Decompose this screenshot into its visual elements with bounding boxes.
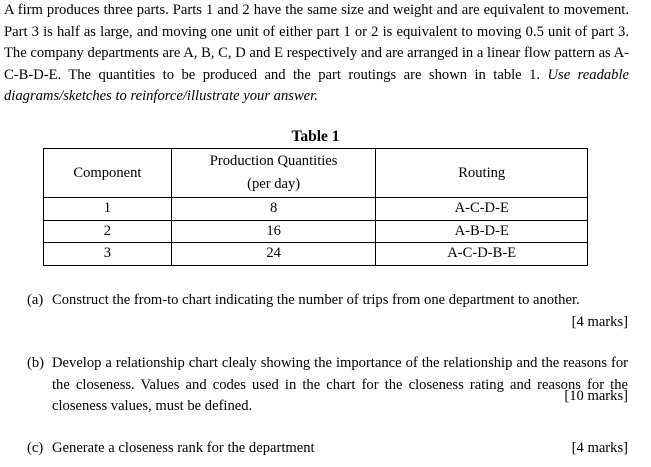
table-title: Table 1 [291, 128, 340, 145]
cell-quantity: 16 [171, 220, 376, 243]
question-c-text: Generate a closeness rank for the department [52, 440, 315, 456]
header-production-quantities [171, 149, 376, 198]
question-a-text: Construct the from-to chart indicating the number of trips from one department to another. [52, 292, 580, 308]
table-header-row [44, 149, 588, 198]
answer-instruction: Use readable diagrams/sketches to reinforce/illustrate your answer. [4, 66, 629, 105]
question-a-marks: [4 marks] [571, 313, 628, 330]
question-c-body [52, 438, 628, 460]
header-qty-line1: Production Quantities [209, 153, 338, 169]
question-c-label: (c) [27, 440, 44, 456]
problem-statement [4, 0, 629, 108]
question-b [27, 353, 628, 418]
table-row [44, 243, 588, 266]
cell-component: 3 [44, 243, 172, 266]
cell-quantity: 24 [171, 243, 376, 266]
cell-routing: A-C-D-B-E [376, 243, 588, 266]
cell-component: 1 [44, 198, 172, 221]
question-b-body: [10 marks] Develop a relationship chart clealy showing the importance of the relationship and the reasons for the closeness. Values and codes used in the chart for the closeness rating and reasons for the closeness values, must be defined. [52, 355, 628, 415]
cell-routing: A-C-D-E [376, 198, 588, 221]
header-qty-line2: (per day) [247, 176, 301, 192]
question-b-label: (b) [27, 355, 45, 371]
parts-table [43, 148, 588, 266]
table-row [44, 198, 588, 221]
question-a [27, 290, 628, 333]
cell-component: 2 [44, 220, 172, 243]
table-row [44, 220, 588, 243]
cell-routing: A-B-D-E [376, 220, 588, 243]
header-routing: Routing [376, 149, 588, 198]
question-c-marks: [4 marks] [571, 440, 628, 456]
problem-text: A firm produces three parts. Parts 1 and 2 have the same size and weight and are equivalent to movement. Part 3 is half as large, and moving one unit of either part 1 or 2 is equivalent to moving 0.5 unit of part 3. The company departments are A, B, C, D and E respectively and are arranged in a linear flow pattern as A-C-B-D-E. The quantities to be produced and the part routings are shown in table 1. [4, 2, 629, 83]
cell-quantity: 8 [171, 198, 376, 221]
question-b-text: Develop a relationship chart clealy showing the importance of the relationship and the reasons for the closeness. Values and codes used in the chart for the closeness rating and reasons for the closeness values, must be defined. [52, 355, 628, 415]
question-c [27, 438, 628, 460]
header-component: Component [44, 149, 172, 198]
question-a-label: (a) [27, 292, 44, 308]
